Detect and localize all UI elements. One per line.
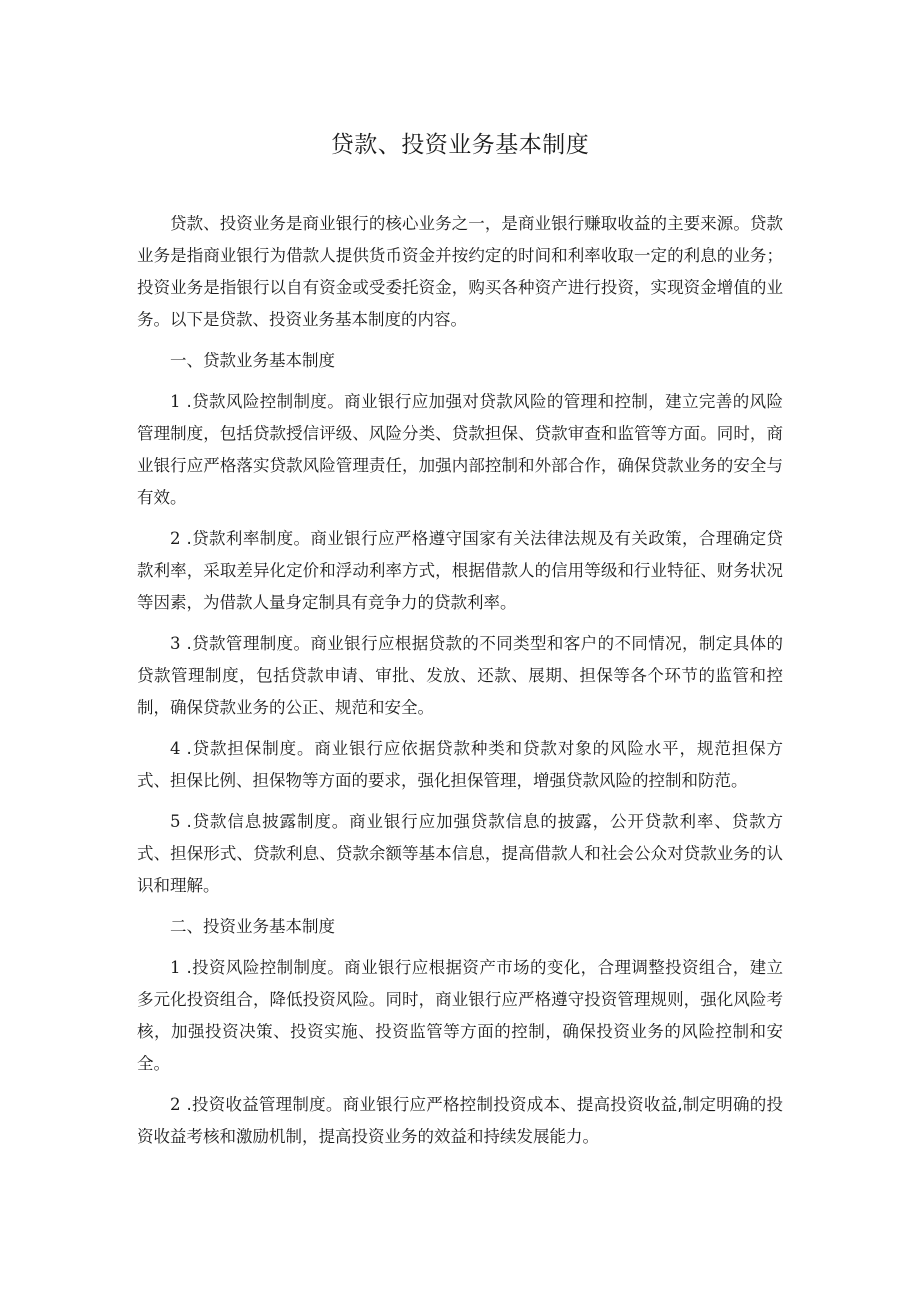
item-number: 3 bbox=[170, 634, 181, 653]
item-text: .贷款信息披露制度。商业银行应加强贷款信息的披露，公开贷款利率、贷款方式、担保形式、贷款利息、贷款余额等基本信息，提高借款人和社会公众对贷款业务的认识和理解。 bbox=[137, 812, 783, 895]
loan-item-3 bbox=[137, 628, 783, 724]
item-text: .贷款利率制度。商业银行应严格遵守国家有关法律法规及有关政策，合理确定贷款利率，采取差异化定价和浮动利率方式，根据借款人的信用等级和行业特征、财务状况等因素，为借款人量身定制具有竞争力的贷款利率。 bbox=[137, 529, 783, 612]
document-title: 贷款、投资业务基本制度 bbox=[330, 132, 590, 158]
item-number: 1 bbox=[170, 958, 181, 977]
intro-paragraph: 贷款、投资业务是商业银行的核心业务之一，是商业银行赚取收益的主要来源。贷款业务是指商业银行为借款人提供货币资金并按约定的时间和利率收取一定的利息的业务；投资业务是指银行以自有资金或受委托资金，购买各种资产进行投资，实现资金增值的业务。以下是贷款、投资业务基本制度的内容。 bbox=[137, 214, 783, 329]
item-text: .投资收益管理制度。商业银行应严格控制投资成本、提高投资收益,制定明确的投资收益考核和激励机制，提高投资业务的效益和持续发展能力。 bbox=[137, 1095, 783, 1146]
loan-item-4 bbox=[137, 733, 783, 797]
section-heading-investment: 二、投资业务基本制度 bbox=[170, 917, 335, 936]
loan-item-5 bbox=[137, 806, 783, 902]
item-text: .贷款风险控制制度。商业银行应加强对贷款风险的管理和控制，建立完善的风险管理制度，包括贷款授信评级、风险分类、贷款担保、贷款审查和监管等方面。同时，商业银行应严格落实贷款风险管理责任，加强内部控制和外部合作，确保贷款业务的安全与有效。 bbox=[137, 392, 783, 507]
investment-item-1 bbox=[137, 952, 783, 1080]
item-text: .投资风险控制制度。商业银行应根据资产市场的变化，合理调整投资组合，建立多元化投资组合，降低投资风险。同时，商业银行应严格遵守投资管理规则，强化风险考核，加强投资决策、投资实施、投资监管等方面的控制，确保投资业务的风险控制和安全。 bbox=[137, 958, 783, 1073]
item-number: 2 bbox=[170, 529, 181, 548]
section-heading-loan: 一、贷款业务基本制度 bbox=[170, 351, 335, 370]
item-number: 5 bbox=[170, 812, 181, 831]
item-number: 2 bbox=[170, 1095, 181, 1114]
item-number: 1 bbox=[170, 392, 181, 411]
investment-item-2 bbox=[137, 1089, 783, 1153]
loan-item-2 bbox=[137, 523, 783, 619]
loan-item-1 bbox=[137, 386, 783, 514]
item-text: .贷款管理制度。商业银行应根据贷款的不同类型和客户的不同情况，制定具体的贷款管理制度，包括贷款申请、审批、发放、还款、展期、担保等各个环节的监管和控制，确保贷款业务的公正、规范和安全。 bbox=[137, 634, 783, 717]
item-number: 4 bbox=[170, 739, 181, 758]
item-text: .贷款担保制度。商业银行应依据贷款种类和贷款对象的风险水平，规范担保方式、担保比例、担保物等方面的要求，强化担保管理，增强贷款风险的控制和防范。 bbox=[137, 739, 783, 790]
